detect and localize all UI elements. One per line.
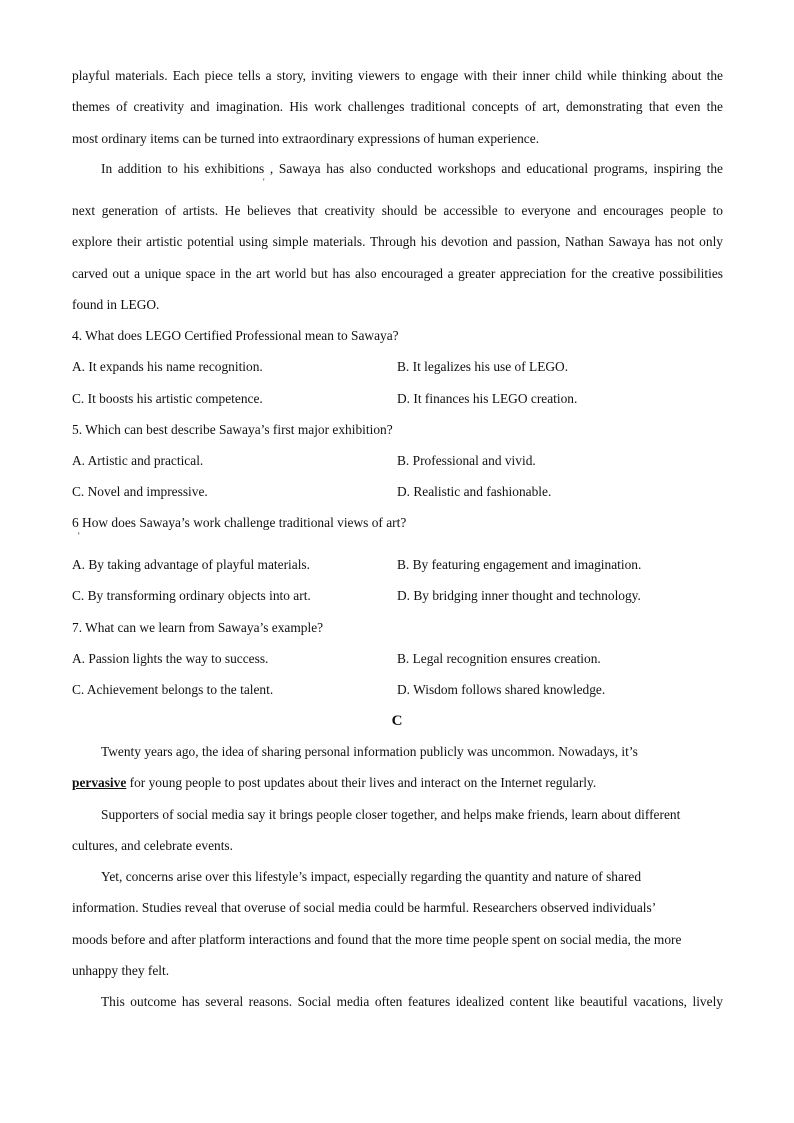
question-option: D. Realistic and fashionable. [397,484,552,499]
section-c-p3-line: unhappy they felt. [72,963,170,978]
passage-b-p2-line: next generation of artists. He believes that creativity should be accessible to everyone and encourages people to [72,203,723,218]
stray-mark: ' [263,177,265,187]
section-heading: C [391,713,403,729]
section-c-p1-line2-rest: for young people to post updates about their lives and interact on the Internet regularly. [126,775,597,790]
question-option: B. Professional and vivid. [397,453,536,468]
question-option: A. Passion lights the way to success. [72,651,269,666]
section-c-p2-line: cultures, and celebrate events. [72,838,233,853]
question-option: B. Legal recognition ensures creation. [397,651,601,666]
question-stem: 4. What does LEGO Certified Professional mean to Sawaya? [72,328,399,343]
question-stem: 5. Which can best describe Sawaya’s first major exhibition? [72,422,393,437]
question-option: D. By bridging inner thought and technology. [397,588,641,603]
question-option: A. By taking advantage of playful materials. [72,557,310,572]
question-option: C. Novel and impressive. [72,484,208,499]
question-option: C. Achievement belongs to the talent. [72,682,274,697]
question-option: C. By transforming ordinary objects into art. [72,588,311,603]
section-c-p2-line: Supporters of social media say it brings people closer together, and helps make friends, learn about different [101,807,681,822]
question-stem: 6 How does Sawaya’s work challenge traditional views of art? [72,515,407,530]
question-option: A. It expands his name recognition. [72,359,263,374]
passage-b-p2-line: In addition to his exhibitions , Sawaya has also conducted workshops and educational programs, inspiring the [101,161,723,176]
passage-b-line: playful materials. Each piece tells a story, inviting viewers to engage with their inner child while thinking about the [72,68,723,83]
question-option: B. By featuring engagement and imagination. [397,557,642,572]
question-option: A. Artistic and practical. [72,453,204,468]
question-option: D. It finances his LEGO creation. [397,391,578,406]
section-c-p3-line: information. Studies reveal that overuse of social media could be harmful. Researchers observed individuals’ [72,900,657,915]
stray-mark: ' [78,531,80,541]
question-option: D. Wisdom follows shared knowledge. [397,682,606,697]
section-c-p3-line: moods before and after platform interactions and found that the more time people spent on social media, the more [72,932,682,947]
passage-b-line: themes of creativity and imagination. His work challenges traditional concepts of art, demonstrating that even the [72,99,723,114]
section-c-p1-line: Twenty years ago, the idea of sharing personal information publicly was uncommon. Nowadays, it’s [101,744,638,759]
question-stem: 7. What can we learn from Sawaya’s example? [72,620,324,635]
section-c-p4-line: This outcome has several reasons. Social media often features idealized content like beautiful vacations, lively [101,994,723,1009]
passage-b-p2-line: carved out a unique space in the art world but has also encouraged a greater appreciation for the creative possibilities [72,266,723,281]
passage-b-p2-line: explore their artistic potential using simple materials. Through his devotion and passion, Nathan Sawaya has not only [72,234,723,249]
passage-b-p2-line: found in LEGO. [72,297,160,312]
section-c-p1-line2 [72,774,723,792]
keyword-pervasive: pervasive [72,775,127,790]
question-option: C. It boosts his artistic competence. [72,391,263,406]
passage-b-line: most ordinary items can be turned into extraordinary expressions of human experience. [72,131,540,146]
question-option: B. It legalizes his use of LEGO. [397,359,569,374]
section-c-p3-line: Yet, concerns arise over this lifestyle’s impact, especially regarding the quantity and nature of shared [101,869,642,884]
